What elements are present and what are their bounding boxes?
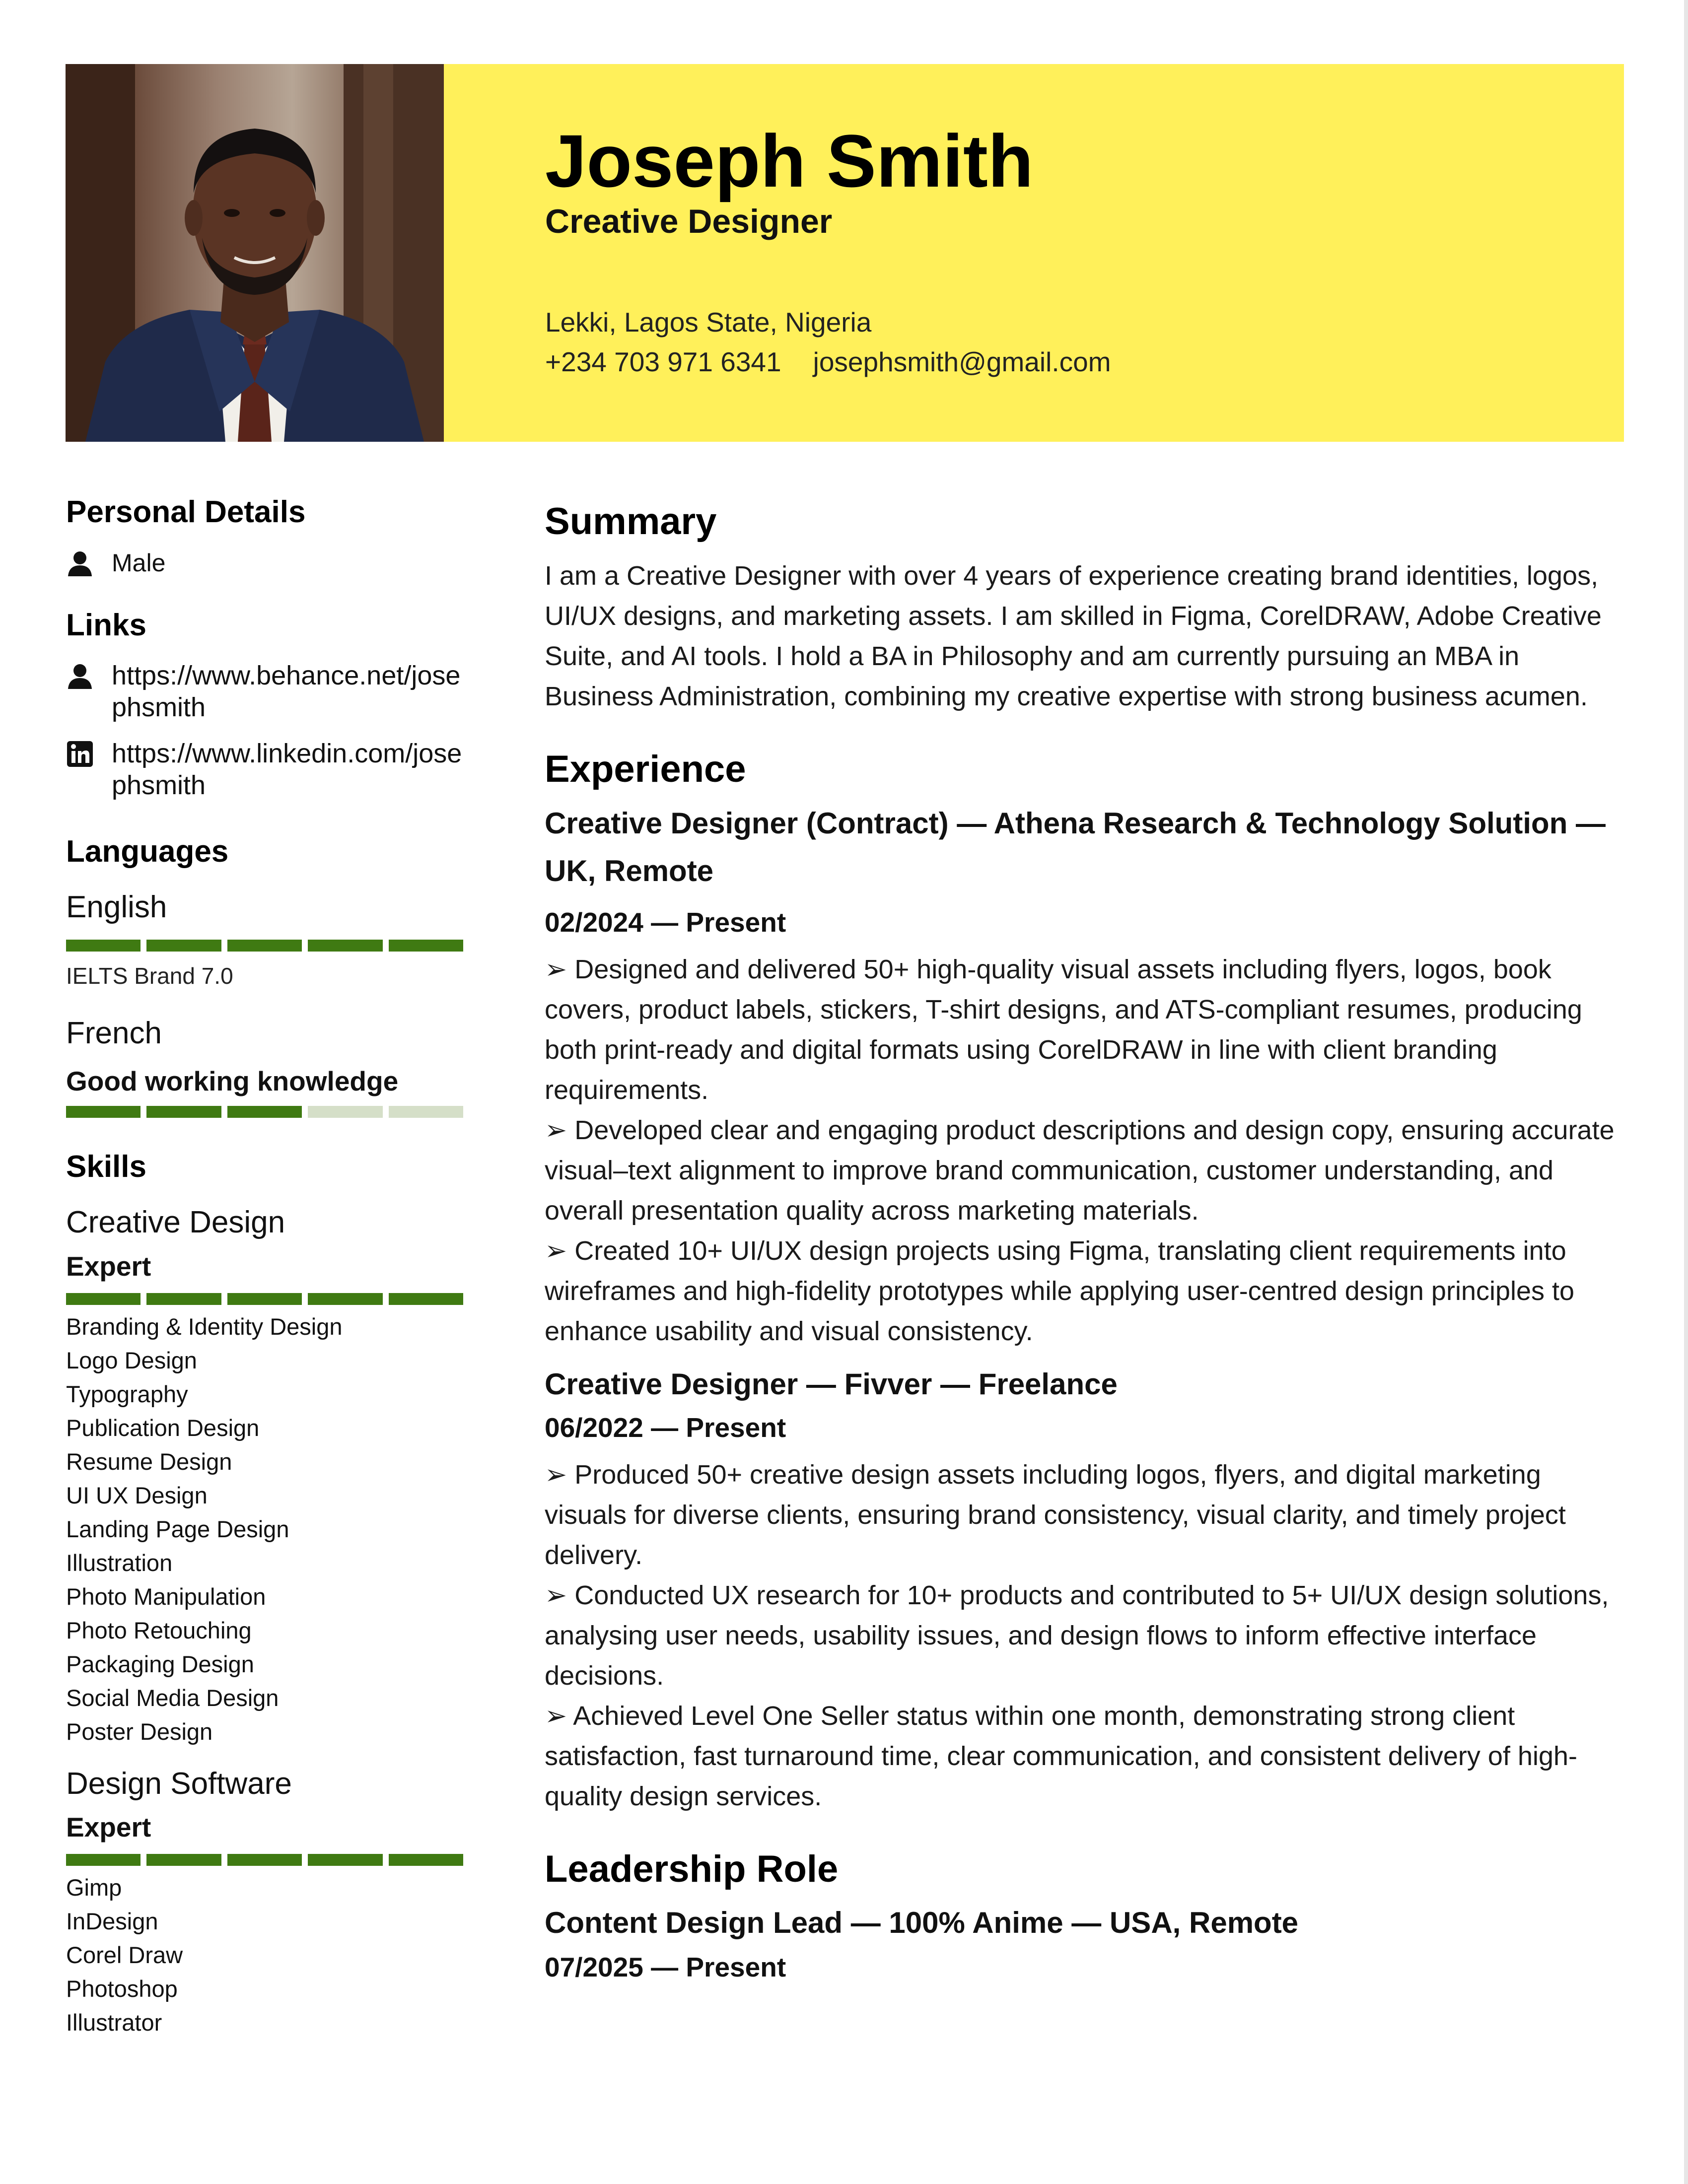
skill-item: Photoshop [66, 1976, 178, 2002]
candidate-title: Creative Designer [545, 203, 833, 240]
skill-item: Corel Draw [66, 1942, 183, 1968]
design-software-skill-list [66, 1871, 473, 2040]
sidebar [66, 494, 473, 2040]
skill-item: Publication Design [66, 1414, 260, 1441]
skill-item: Poster Design [66, 1718, 213, 1745]
skills-heading: Skills [66, 1149, 146, 1184]
languages-heading: Languages [66, 834, 229, 869]
skill-group-level: Expert [66, 1250, 151, 1282]
gender-value: Male [112, 549, 166, 577]
english-level-bar [66, 940, 463, 952]
bullet-point: ➢ Designed and delivered 50+ high-quality visual assets including flyers, logos, book covers, product labels, stickers, T-shirt designs, and ATS-compliant resumes, producing both print-ready and digital formats using CorelDRAW in line with client branding requirements. [545, 955, 1582, 1105]
experience-heading: Experience [545, 748, 746, 791]
level-segment [146, 940, 221, 952]
page-edge [1684, 0, 1688, 2184]
contact-line [545, 346, 1111, 378]
skill-item: Illustrator [66, 2009, 162, 2036]
skill-item: Landing Page Design [66, 1515, 289, 1542]
experience-entry [545, 800, 1627, 1352]
skill-group-level: Expert [66, 1812, 151, 1843]
bullet-point: ➢ Conducted UX research for 10+ products and contributed to 5+ UI/UX design solutions, analysing user needs, usability issues, and design flows to inform effective interface decisions. [545, 1580, 1609, 1691]
links-heading: Links [66, 608, 146, 643]
skill-item: Logo Design [66, 1347, 197, 1373]
phone-number: +234 703 971 6341 [545, 346, 781, 377]
level-segment [308, 1293, 382, 1305]
skill-item: Packaging Design [66, 1650, 254, 1677]
header-banner [66, 64, 1624, 442]
level-segment [227, 1854, 302, 1866]
level-segment [146, 1106, 221, 1118]
linkedin-link[interactable]: https://www.linkedin.com/josephsmith [112, 739, 462, 800]
candidate-name: Joseph Smith [545, 119, 1034, 203]
job-title: Creative Designer — Fivver — Freelance [545, 1367, 1118, 1401]
job-bullets [545, 1455, 1627, 1817]
skill-item: Illustration [66, 1549, 173, 1576]
linkedin-link-row[interactable] [66, 738, 473, 801]
language-level-label: Good working knowledge [66, 1065, 399, 1096]
skill-item: Branding & Identity Design [66, 1313, 343, 1340]
location-text: Lekki, Lagos State, Nigeria [545, 307, 872, 338]
level-segment [146, 1293, 221, 1305]
level-segment [66, 1106, 141, 1118]
summary-heading: Summary [545, 500, 717, 543]
level-segment-empty [308, 1106, 382, 1118]
skill-item: InDesign [66, 1908, 158, 1934]
level-segment [389, 1293, 463, 1305]
linkedin-icon [66, 740, 96, 770]
behance-link-row[interactable] [66, 660, 473, 723]
skill-group-name: Design Software [66, 1766, 292, 1801]
personal-details-heading: Personal Details [66, 495, 306, 529]
design-software-level-bar [66, 1854, 463, 1866]
skill-item: Resume Design [66, 1448, 232, 1475]
level-segment-empty [389, 1106, 463, 1118]
language-name: English [66, 890, 167, 925]
person-icon [66, 662, 96, 692]
creative-design-level-bar [66, 1293, 463, 1305]
level-segment [227, 1106, 302, 1118]
profile-photo [66, 64, 444, 442]
email-address: josephsmith@gmail.com [813, 346, 1111, 377]
summary-text: I am a Creative Designer with over 4 years of experience creating brand identities, logos, UI/UX designs, and marketing assets. I am skilled in Figma, CorelDRAW, Adobe Creative Suite, and AI tools. I hold a BA in Philosophy and am currently pursuing an MBA in Business Administration, combining my creative expertise with strong business acumen. [545, 561, 1602, 712]
skill-item: Typography [66, 1380, 188, 1407]
level-segment [227, 940, 302, 952]
bullet-point: ➢ Created 10+ UI/UX design projects using Figma, translating client requirements into wireframes and high-fidelity prototypes while applying user-centred design principles to enhance usability and visual consistency. [545, 1236, 1575, 1347]
leadership-entry [545, 1899, 1627, 1983]
bullet-point: ➢ Achieved Level One Seller status within one month, demonstrating strong client satisfaction, fast turnaround time, clear communication, and consistent delivery of high-quality design services. [545, 1701, 1578, 1812]
job-title: Creative Designer (Contract) — Athena Research & Technology Solution — UK, Remote [545, 807, 1606, 888]
skill-item: Photo Retouching [66, 1617, 252, 1643]
skill-item: Photo Manipulation [66, 1583, 266, 1610]
behance-link[interactable]: https://www.behance.net/josephsmith [112, 660, 461, 722]
level-segment [227, 1293, 302, 1305]
role-title: Content Design Lead — 100% Anime — USA, Remote [545, 1906, 1299, 1939]
level-segment [308, 940, 382, 952]
job-dates: 02/2024 — Present [545, 907, 786, 938]
level-segment [66, 940, 141, 952]
skill-group-name: Creative Design [66, 1205, 285, 1240]
bullet-point: ➢ Developed clear and engaging product descriptions and design copy, ensuring accurate visual–text alignment to improve brand communication, customer understanding, and overall presentation quality across marketing materials. [545, 1115, 1615, 1226]
skill-item: Social Media Design [66, 1684, 279, 1711]
role-dates: 07/2025 — Present [545, 1951, 786, 1982]
person-icon [66, 549, 96, 579]
level-segment [66, 1293, 141, 1305]
main-content [545, 499, 1627, 1983]
skill-item: UI UX Design [66, 1482, 208, 1508]
french-level-bar [66, 1106, 463, 1118]
level-segment [308, 1854, 382, 1866]
bullet-point: ➢ Produced 50+ creative design assets including logos, flyers, and digital marketing visuals for diverse clients, ensuring brand consistency, visual clarity, and timely project delivery. [545, 1460, 1566, 1570]
level-segment [389, 940, 463, 952]
skill-item: Gimp [66, 1874, 122, 1901]
job-dates: 06/2022 — Present [545, 1412, 786, 1443]
level-segment [146, 1854, 221, 1866]
creative-design-skill-list [66, 1310, 473, 1749]
leadership-heading: Leadership Role [545, 1848, 839, 1891]
level-segment [389, 1854, 463, 1866]
job-bullets [545, 950, 1627, 1352]
language-note: IELTS Brand 7.0 [66, 963, 233, 989]
experience-entry [545, 1361, 1627, 1817]
language-name: French [66, 1016, 162, 1051]
level-segment [66, 1854, 141, 1866]
gender-row [66, 547, 473, 579]
